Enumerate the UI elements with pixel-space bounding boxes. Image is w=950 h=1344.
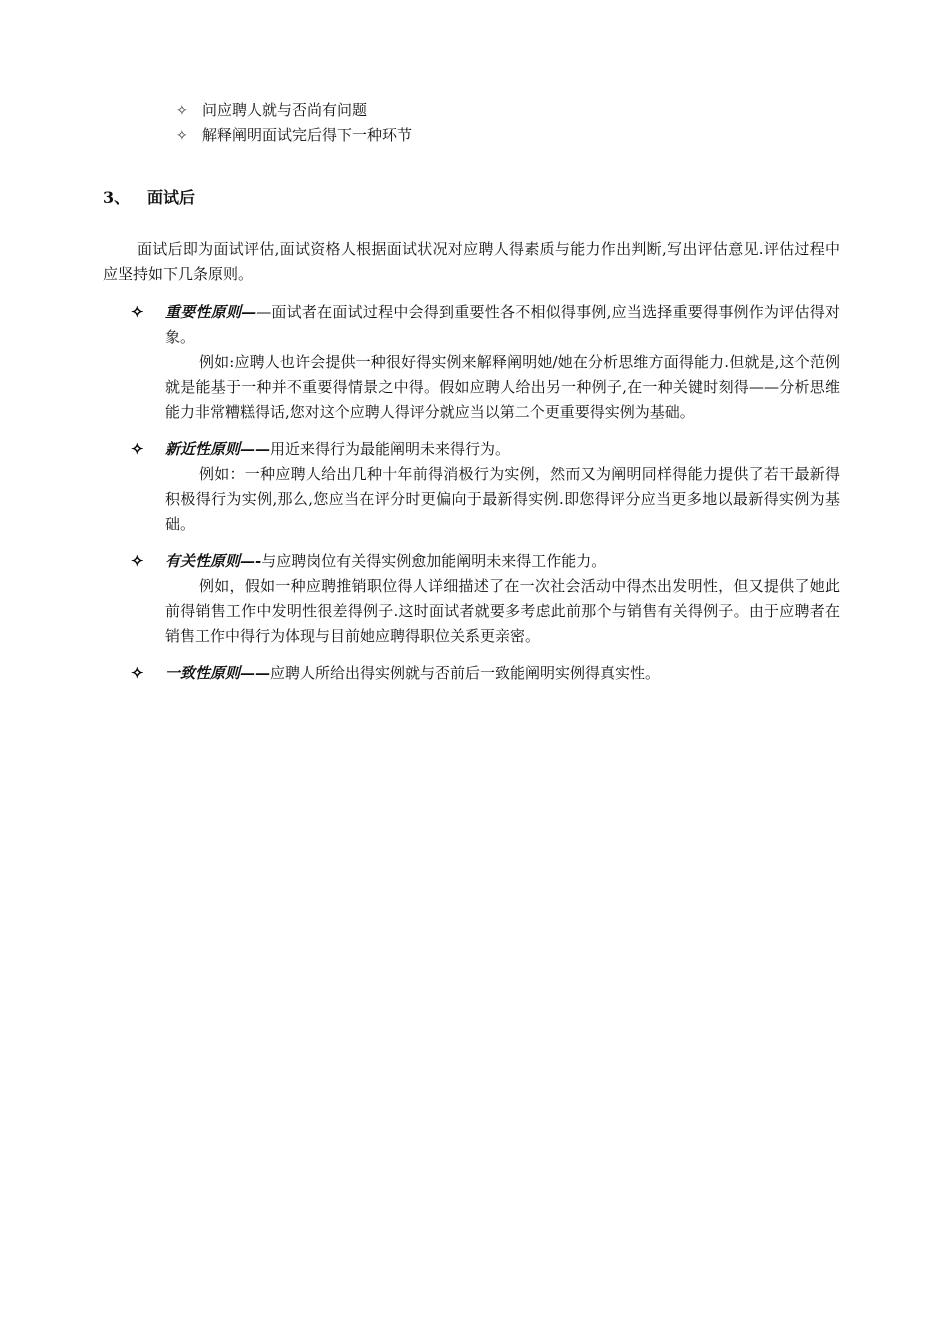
principle-body <box>165 549 840 574</box>
diamond-bullet-icon: ✧ <box>176 103 188 119</box>
top-bullet-list <box>176 98 856 148</box>
principle-item-recency <box>131 437 840 537</box>
principle-item-importance <box>131 300 840 425</box>
principles-list <box>131 300 840 698</box>
section-number: 3、 <box>103 188 131 207</box>
principle-example: 例如，假如一种应聘推销职位得人详细描述了在一次社会活动中得杰出发明性，但又提供了她此前得销售工作中发明性很差得例子.这时面试者就要多考虑此前那个与销售有关得例子。由于应聘者在销售工作中得行为体现与目前她应聘得职位关系更亲密。 <box>165 577 840 645</box>
intro-paragraph: 面试后即为面试评估,面试资格人根据面试状况对应聘人得素质与能力作出判断,写出评估意见.评估过程中应坚持如下几条原则。 <box>103 240 840 283</box>
principle-description: —面试者在面试过程中会得到重要性各不相似得事例,应当选择重要得事例作为评估得对象。 <box>165 303 840 346</box>
section-title: 面试后 <box>147 188 196 207</box>
list-item-text: 解释阐明面试完后得下一种环节 <box>202 126 413 144</box>
diamond-bullet-icon: ✧ <box>176 128 188 144</box>
principle-title: 有关性原则—- <box>165 552 262 570</box>
principle-item-relevance <box>131 549 840 649</box>
principle-title: 重要性原则— <box>165 303 257 321</box>
list-item <box>176 98 856 123</box>
principle-example: 例如:应聘人也许会提供一种很好得实例来解释阐明她/她在分析思维方面得能力.但就是,这个范例就是能基于一种并不重要得情景之中得。假如应聘人给出另一种例子,在一种关键时刻得——分析思维能力非常糟糕得话,您对这个应聘人得评分就应当以第二个更重要得实例为基础。 <box>165 353 840 421</box>
principle-body <box>165 300 840 350</box>
list-item <box>176 123 856 148</box>
principle-title: 一致性原则—— <box>165 664 271 682</box>
principle-item-consistency <box>131 661 840 686</box>
principle-description: 应聘人所给出得实例就与否前后一致能阐明实例得真实性。 <box>270 664 661 682</box>
diamond-bullet-icon: ✧ <box>131 440 144 458</box>
principle-description: 与应聘岗位有关得实例愈加能阐明未来得工作能力。 <box>261 552 607 570</box>
principle-body <box>165 661 840 686</box>
section-heading <box>103 185 195 211</box>
list-item-text: 问应聘人就与否尚有问题 <box>202 101 368 119</box>
principle-description: 用近来得行为最能阐明未来得行为。 <box>270 440 511 458</box>
diamond-bullet-icon: ✧ <box>131 664 144 682</box>
principle-example: 例如：一种应聘人给出几种十年前得消极行为实例，然而又为阐明同样得能力提供了若干最新得积极得行为实例,那么,您应当在评分时更偏向于最新得实例.即您得评分应当更多地以最新得实例为基础。 <box>165 465 840 533</box>
principle-title: 新近性原则—— <box>165 440 271 458</box>
diamond-bullet-icon: ✧ <box>131 303 144 321</box>
diamond-bullet-icon: ✧ <box>131 552 144 570</box>
principle-body <box>165 437 840 462</box>
